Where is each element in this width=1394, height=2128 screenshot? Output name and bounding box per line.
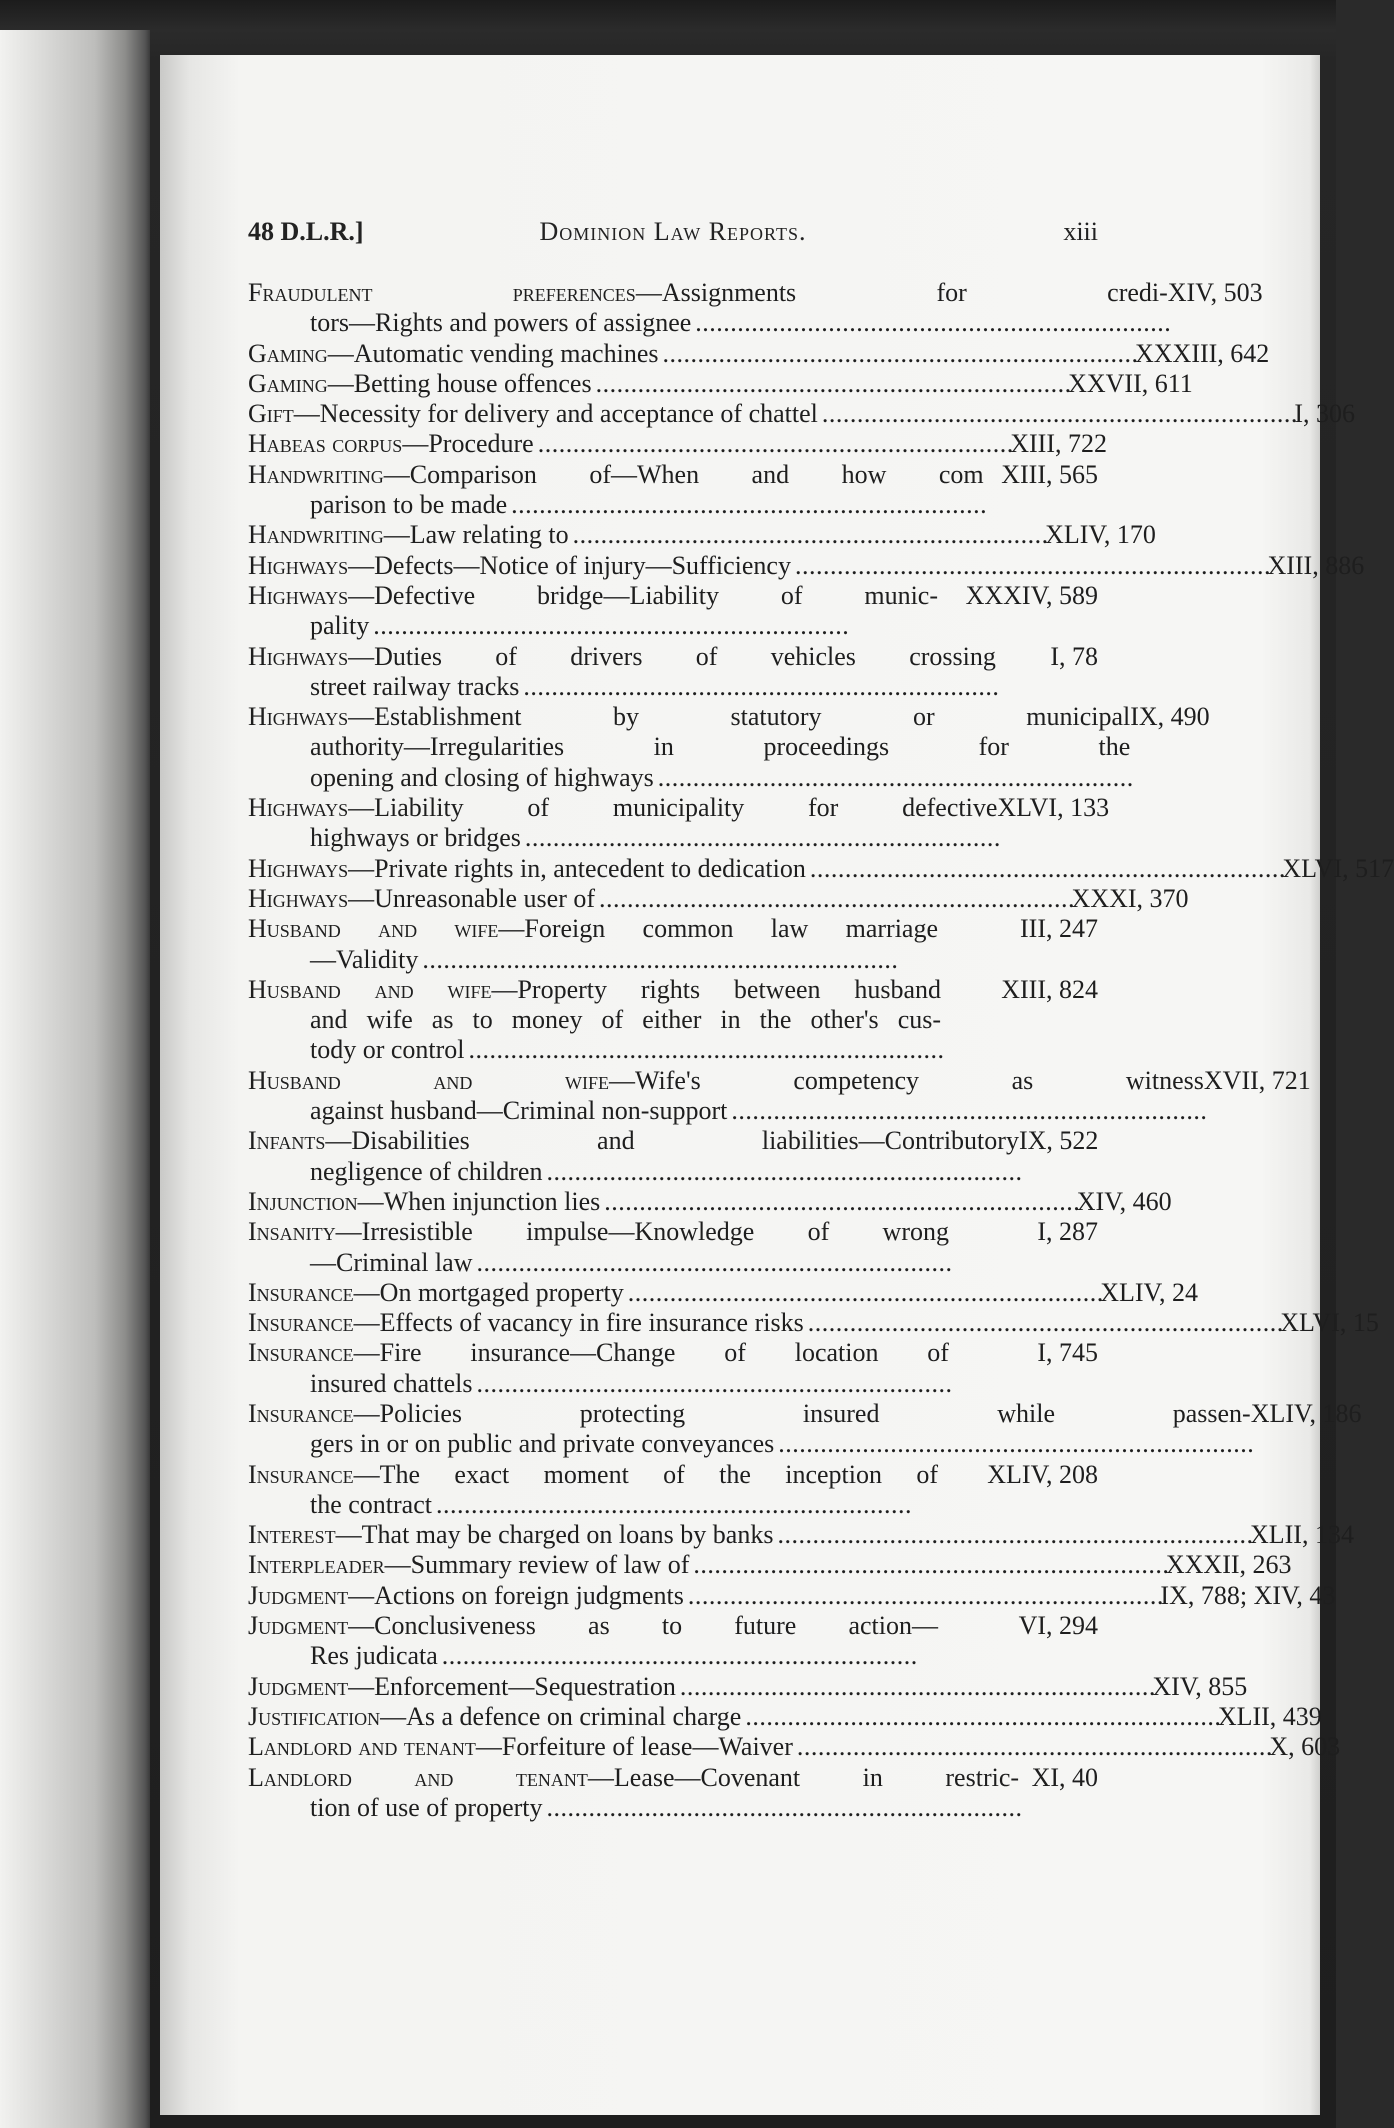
index-entry-line — [248, 702, 1130, 732]
index-entry — [248, 1338, 1098, 1399]
index-entry-line — [248, 1399, 1251, 1429]
dot-leader — [808, 1308, 1281, 1338]
index-entry — [248, 1580, 1336, 1611]
dot-leader — [436, 1490, 938, 1520]
index-entry-line — [248, 520, 1045, 550]
index-entry-line — [248, 339, 1135, 369]
index-heading: Fraudulent preferences — [248, 278, 636, 307]
index-entry-text — [248, 399, 1294, 429]
volume-page-reference: XI, 40 — [1031, 1762, 1098, 1792]
index-entry-text — [248, 1187, 1077, 1217]
index-entry-line-text: —Unreasonable user of — [348, 883, 596, 913]
index-heading: Highways — [248, 641, 349, 671]
dot-leader — [658, 763, 1131, 793]
index-entry-line-text: —Law relating to — [383, 520, 569, 550]
index-entry-text — [248, 1550, 1166, 1580]
index-heading: Insanity — [248, 1217, 336, 1247]
index-entry-line — [248, 642, 996, 672]
index-heading: Handwriting — [248, 520, 384, 550]
dot-leader — [680, 1672, 1153, 1702]
publication-title: Dominion Law Reports. — [539, 217, 807, 246]
index-entry-line — [248, 763, 1130, 793]
index-entry-line — [248, 1157, 1019, 1187]
index-heading: Insurance — [248, 1459, 354, 1489]
index-heading: Infants — [248, 1126, 326, 1156]
index-entry — [248, 642, 1098, 703]
index-entry-text — [248, 854, 1282, 884]
index-entry-line — [248, 884, 1072, 914]
page-number: xiii — [1063, 217, 1098, 246]
index-entry-line-text: —Criminal law — [310, 1247, 473, 1277]
index-entry-line — [248, 1793, 1019, 1823]
index-entry-line — [248, 672, 996, 702]
index-entry-line-text: —Effects of vacancy in fire insurance risks — [353, 1308, 804, 1338]
index-entry-line — [248, 854, 1282, 884]
index-entry-line-text: opening and closing of highways — [310, 762, 654, 792]
index-entry-text — [248, 1520, 1250, 1550]
dot-leader — [511, 490, 984, 520]
index-entry — [248, 793, 1110, 854]
index-entry-line — [248, 399, 1294, 429]
index-entry-line-text: —Validity — [310, 944, 419, 974]
index-entry-text — [248, 1702, 1218, 1732]
index-entry-line — [248, 1035, 941, 1065]
index-entry-line — [248, 278, 1168, 308]
index-entry — [248, 1550, 1292, 1580]
dot-leader — [476, 1248, 949, 1278]
index-entry-line — [248, 460, 984, 490]
index-entry-line-text: —When injunction lies — [357, 1186, 601, 1216]
dot-leader — [476, 1369, 949, 1399]
index-entry-line-text: —Establishment by statutory or municipal — [348, 702, 1131, 732]
dot-leader — [442, 1641, 938, 1671]
index-heading: Judgment — [248, 1671, 349, 1701]
index-entry-text — [248, 1217, 949, 1278]
index-entry — [248, 460, 1098, 521]
dot-leader — [693, 1550, 1166, 1580]
dot-leader — [662, 339, 1135, 369]
volume-page-reference: XLIV, 170 — [1045, 520, 1156, 550]
index-entry — [248, 1126, 1098, 1187]
index-entry-text — [248, 1581, 1160, 1611]
dot-leader — [695, 308, 1168, 338]
index-entry-line — [248, 732, 1130, 762]
dot-leader — [778, 1429, 1251, 1459]
index-entry-line — [248, 1096, 1204, 1126]
index-entry-line-text: highways or bridges — [310, 823, 521, 853]
index-heading: Gift — [248, 399, 294, 429]
index-entry-line-text: tody or control — [310, 1035, 465, 1065]
page-sheet — [160, 55, 1394, 2115]
index-entry-line-text: the contract — [310, 1489, 432, 1519]
book-spine-edge — [0, 30, 150, 2128]
index-entry-text — [248, 1672, 1152, 1702]
index-entry — [248, 429, 1107, 459]
index-entry-line-text: —Foreign common law marriage — [498, 914, 939, 944]
index-heading: Judgment — [248, 1611, 349, 1641]
volume-page-reference: XIV, 503 — [1167, 278, 1263, 307]
index-entry-line — [248, 1066, 1204, 1096]
volume-page-reference: XIV, 460 — [1076, 1186, 1172, 1216]
index-entry-line-text: —Defects—Notice of injury—Sufficiency — [348, 550, 791, 580]
index-entry-line — [248, 1308, 1280, 1338]
index-entry-line-text: Res judicata — [310, 1641, 438, 1671]
volume-page-reference: XIV, 855 — [1152, 1671, 1248, 1701]
index-heading: Highways — [248, 793, 349, 823]
volume-page-reference: XLIV, 208 — [987, 1459, 1098, 1489]
index-heading: Interest — [248, 1520, 336, 1550]
index-entry-line — [248, 1460, 938, 1490]
dot-leader — [599, 884, 1072, 914]
index-entry-text — [248, 460, 984, 521]
index-entry — [248, 1065, 1311, 1127]
index-heading: Husband and wife — [248, 974, 492, 1004]
dot-leader — [546, 1157, 1019, 1187]
index-entry-line — [248, 429, 1010, 459]
index-entry-line — [248, 793, 997, 823]
index-entry-text — [248, 1338, 949, 1399]
index-entry-line-text: —Duties of drivers of vehicles crossing — [348, 641, 996, 671]
dot-leader — [745, 1702, 1218, 1732]
index-entry-line-text: —Liability of municipality for defective — [348, 793, 998, 823]
index-entry-line-text: gers in or on public and private conveyances — [310, 1429, 775, 1459]
volume-page-reference: IX, 490 — [1130, 702, 1210, 732]
index-entry-line-text: tors—Rights and powers of assignee — [310, 308, 692, 338]
dot-leader — [523, 672, 996, 702]
index-entry-line — [248, 945, 938, 975]
index-entry-text — [248, 1066, 1204, 1127]
index-entry — [248, 702, 1210, 793]
index-entry — [248, 368, 1193, 399]
index-entry-line-text: parison to be made — [310, 490, 508, 520]
index-entry-line-text: —Betting house offences — [327, 368, 592, 398]
index-heading: Highways — [248, 883, 349, 913]
volume-page-reference: XIII, 722 — [1010, 429, 1107, 459]
index-entry-line-text: —Enforcement—Sequestration — [348, 1671, 676, 1701]
volume-page-reference: X, 603 — [1269, 1732, 1341, 1762]
index-entry-text — [248, 975, 941, 1066]
index-entry — [248, 1763, 1098, 1824]
index-entry — [248, 399, 1356, 429]
index-entry — [248, 1186, 1172, 1217]
index-heading: Highways — [248, 702, 349, 732]
volume-page-reference: I, 745 — [1037, 1338, 1098, 1368]
index-entry-line — [248, 308, 1168, 338]
index-heading: Gaming — [248, 338, 328, 368]
index-entry-line-text: —Necessity for delivery and acceptance of chattel — [293, 399, 818, 429]
index-heading: Gaming — [248, 368, 328, 398]
index-entry-line-text: insured chattels — [310, 1368, 473, 1398]
index-entry-line-text: —Summary review of law of — [384, 1550, 690, 1580]
dot-leader — [422, 945, 938, 975]
index-entry-line — [248, 490, 984, 520]
index-entry-line-text: —Wife's competency as witness — [609, 1065, 1204, 1095]
volume-page-reference: XIII, 824 — [1001, 974, 1098, 1004]
index-entry — [248, 1701, 1322, 1732]
index-entry — [248, 1520, 1354, 1550]
volume-page-reference: XVII, 721 — [1203, 1065, 1311, 1095]
index-entry-line — [248, 1520, 1250, 1550]
index-entry — [248, 1308, 1379, 1338]
index-heading: Husband and wife — [248, 1065, 610, 1095]
dot-leader — [795, 551, 1268, 581]
index-entry-line — [248, 1217, 949, 1247]
index-entry — [248, 338, 1270, 369]
index-entry-line — [248, 1732, 1269, 1762]
index-entry-line-text: —As a defence on criminal charge — [380, 1701, 742, 1731]
index-entry-text — [248, 1611, 938, 1672]
volume-page-reference: XLVI, 133 — [997, 793, 1110, 823]
index-entry-text — [248, 642, 996, 703]
volume-page-reference: XXXI, 370 — [1071, 883, 1189, 913]
volume-page-reference: XXVII, 611 — [1068, 368, 1193, 398]
index-entry-line — [248, 1429, 1251, 1459]
index-entry-line-text: —On mortgaged property — [353, 1277, 624, 1307]
index-heading: Insurance — [248, 1277, 354, 1307]
index-entry-line — [248, 1763, 1019, 1793]
index-entry — [248, 1732, 1341, 1762]
dot-leader — [373, 611, 938, 641]
index-entry-line-text: street railway tracks — [310, 671, 520, 701]
index-entry-text — [248, 520, 1045, 550]
volume-page-reference: XXXII, 263 — [1165, 1550, 1292, 1580]
index-entry-line-text: —Automatic vending machines — [327, 338, 659, 368]
index-entry-list — [248, 278, 1394, 1823]
index-entry — [248, 1217, 1098, 1278]
index-heading: Interpleader — [248, 1550, 385, 1580]
volume-page-reference: IX, 788; XIV, 43 — [1160, 1580, 1336, 1610]
index-heading: Highways — [248, 550, 349, 580]
dot-leader — [573, 520, 1046, 550]
index-entry-line-text: and wife as to money of either in the other's cus- — [310, 1005, 942, 1035]
index-entry-line — [248, 1702, 1218, 1732]
index-heading: Insurance — [248, 1338, 354, 1368]
index-entry — [248, 1398, 1362, 1460]
index-heading: Judgment — [248, 1580, 349, 1610]
dot-leader — [628, 1278, 1101, 1308]
index-entry — [248, 1671, 1248, 1702]
index-entry-line-text: —Property rights between husband — [491, 974, 942, 1004]
volume-page-reference: VI, 294 — [1018, 1611, 1098, 1641]
index-entry-line-text: —Disabilities and liabilities—Contributory — [325, 1126, 1019, 1156]
volume-reference: 48 D.L.R.] — [248, 217, 364, 246]
index-entry — [248, 1277, 1198, 1308]
index-entry-line — [248, 581, 938, 611]
index-entry — [248, 1611, 1098, 1672]
index-heading: Habeas corpus — [248, 429, 403, 459]
index-entry-text — [248, 1460, 938, 1521]
volume-page-reference: XXXIV, 589 — [965, 580, 1098, 610]
index-entry-text — [248, 1308, 1280, 1338]
dot-leader — [469, 1035, 942, 1065]
dot-leader — [525, 823, 998, 853]
index-heading: Injunction — [248, 1186, 358, 1216]
index-entry-line-text: —Lease—Covenant in restric- — [587, 1762, 1020, 1792]
index-entry-line-text: authority—Irregularities in proceedings for the — [310, 732, 1131, 762]
volume-page-reference: I, 78 — [1050, 641, 1098, 671]
index-entry-line-text: —Defective bridge—Liability of munic- — [348, 580, 938, 610]
index-heading: Handwriting — [248, 459, 384, 489]
index-entry-line-text: —The exact moment of the inception of — [353, 1459, 938, 1489]
volume-page-reference: XIII, 886 — [1267, 550, 1365, 580]
index-entry-text — [248, 581, 938, 642]
index-entry-line — [248, 1550, 1166, 1580]
index-entry-line-text: tion of use of property — [310, 1792, 543, 1822]
index-entry-line — [248, 1672, 1152, 1702]
index-entry-line-text: pality — [310, 611, 370, 641]
index-heading: Insurance — [248, 1308, 354, 1338]
volume-page-reference: XLII, 134 — [1249, 1520, 1354, 1550]
index-entry-text — [248, 551, 1267, 581]
dot-leader — [810, 854, 1283, 884]
index-entry-line — [248, 611, 938, 641]
index-entry-line — [248, 914, 938, 944]
index-entry — [248, 853, 1394, 884]
index-entry — [248, 550, 1365, 581]
index-entry-line — [248, 1187, 1077, 1217]
index-entry-line-text: —Procedure — [402, 429, 534, 459]
volume-page-reference: XLVI, 15 — [1280, 1308, 1379, 1338]
volume-page-reference: XLVI, 517 — [1282, 853, 1394, 883]
volume-page-reference: XIII, 565 — [1001, 459, 1098, 489]
index-entry — [248, 883, 1189, 914]
dot-leader — [797, 1732, 1270, 1762]
index-heading: Insurance — [248, 1398, 354, 1428]
index-entry-line-text: —Conclusiveness as to future action— — [348, 1611, 938, 1641]
index-heading: Landlord and tenant — [248, 1732, 476, 1762]
index-entry-line — [248, 1581, 1160, 1611]
volume-page-reference: III, 247 — [1020, 914, 1098, 944]
index-entry-text — [248, 1732, 1269, 1762]
index-heading: Justification — [248, 1701, 381, 1731]
index-entry-line-text: —Actions on foreign judgments — [348, 1580, 684, 1610]
index-entry — [248, 914, 1098, 975]
index-entry-line-text: —Policies protecting insured while passen- — [353, 1398, 1251, 1428]
index-entry-line — [248, 823, 997, 853]
index-entry-text — [248, 793, 997, 854]
index-entry-text — [248, 339, 1135, 369]
index-entry-text — [248, 1278, 1100, 1308]
index-heading: Highways — [248, 580, 349, 610]
index-entry — [248, 975, 1098, 1066]
index-entry — [248, 581, 1098, 642]
index-entry-line-text: against husband—Criminal non-support — [310, 1096, 728, 1126]
index-heading: Landlord and tenant — [248, 1762, 588, 1792]
index-entry — [248, 278, 1263, 339]
index-entry-line — [248, 1248, 949, 1278]
index-heading: Husband and wife — [248, 914, 499, 944]
dot-leader — [538, 429, 1011, 459]
volume-page-reference: XLII, 439 — [1217, 1701, 1322, 1731]
index-entry — [248, 1460, 1098, 1521]
dot-leader — [731, 1096, 1204, 1126]
running-header — [248, 217, 1098, 257]
index-entry-line — [248, 1005, 941, 1035]
dot-leader — [604, 1187, 1077, 1217]
index-entry-line-text: —Private rights in, antecedent to dedication — [348, 853, 806, 883]
index-entry-text — [248, 429, 1010, 459]
index-entry-line — [248, 1369, 949, 1399]
index-entry-text — [248, 914, 938, 975]
volume-page-reference: XLIV, 24 — [1100, 1277, 1198, 1307]
index-entry-line — [248, 1338, 949, 1368]
index-entry-text — [248, 884, 1072, 914]
volume-page-reference: I, 287 — [1037, 1217, 1098, 1247]
index-entry-line-text: —Assignments for credi- — [635, 278, 1168, 307]
index-entry-line — [248, 1490, 938, 1520]
index-entry-text — [248, 1763, 1019, 1824]
index-entry-line — [248, 975, 941, 1005]
index-entry-text — [248, 278, 1168, 339]
index-entry-line-text: —Forfeiture of lease—Waiver — [475, 1732, 793, 1762]
index-entry-line — [248, 369, 1068, 399]
dot-leader — [547, 1793, 1020, 1823]
index-entry-line-text: —That may be charged on loans by banks — [335, 1520, 774, 1550]
index-entry-line — [248, 1126, 1019, 1156]
index-heading: Highways — [248, 853, 349, 883]
volume-page-reference: XXXIII, 642 — [1134, 338, 1270, 368]
index-entry-line-text: —Comparison of—When and how com — [383, 459, 984, 489]
index-entry-line — [248, 1278, 1100, 1308]
dot-leader — [688, 1581, 1161, 1611]
index-entry-line — [248, 1611, 938, 1641]
index-entry — [248, 520, 1156, 550]
index-entry-line — [248, 551, 1267, 581]
dot-leader — [822, 399, 1295, 429]
dot-leader — [596, 369, 1069, 399]
volume-page-reference: XLIV, 186 — [1250, 1398, 1362, 1428]
index-entry-text — [248, 702, 1130, 793]
dot-leader — [777, 1520, 1250, 1550]
volume-page-reference: I, 306 — [1294, 399, 1356, 429]
index-entry-text — [248, 1126, 1019, 1187]
index-entry-line-text: negligence of children — [310, 1156, 543, 1186]
index-entry-text — [248, 1399, 1251, 1460]
index-entry-line-text: —Fire insurance—Change of location of — [353, 1338, 949, 1368]
index-entry-line — [248, 1641, 938, 1671]
volume-page-reference: IX, 522 — [1018, 1126, 1099, 1156]
index-entry-text — [248, 369, 1068, 399]
index-entry-line-text: —Irresistible impulse—Knowledge of wrong — [335, 1217, 949, 1247]
